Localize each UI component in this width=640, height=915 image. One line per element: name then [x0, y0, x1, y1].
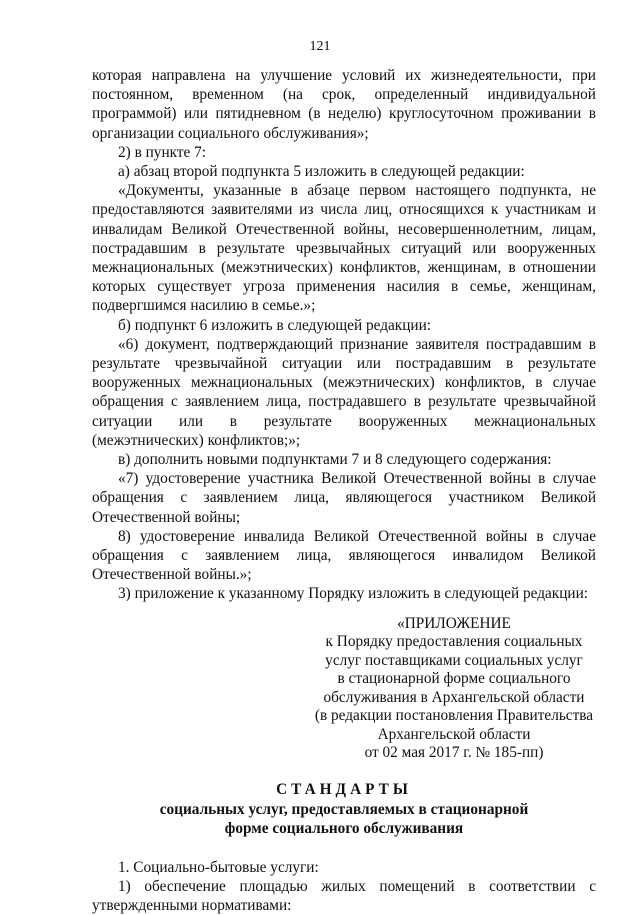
paragraph-item-3: 3) приложение к указанному Порядку изложить в следующей редакции:	[118, 585, 589, 603]
appendix-block	[312, 615, 596, 763]
document-body	[92, 66, 596, 915]
appendix-line: Архангельской области	[377, 725, 531, 743]
paragraph-quote-6: «6) документ, подтверждающий признание заявителя пострадавшим в результате чрезвычайной ситуации или пострадавшим в результате вооруженных межнациональных (межэтнических) конфликтов, в случае обращения с заявлением лица, пострадавшего в результате чрезвычайной ситуации или в результате вооруженных межнациональных (межэтнических) конфликтов;»;	[92, 335, 596, 449]
paragraph-item-b: б) подпункт 6 изложить в следующей редакции:	[118, 316, 432, 334]
paragraph-quote-documents: «Документы, указанные в абзаце первом настоящего подпункта, не предоставляются заявителями из числа лиц, относящихся к участникам и инвалидам Великой Отечественной войны, несовершеннолетним, лицам, пострадавшим в результате чрезвычайных ситуаций или вооруженных межнациональных (межэтнических) конфликтов, женщинам, в отношении которых существует угроза применения насилия в семье, женщинам, подвергшимся насилию в семье.»;	[92, 182, 596, 315]
appendix-line: от 02 мая 2017 г. № 185-пп)	[364, 744, 544, 762]
paragraph-continuation: которая направлена на улучшение условий их жизнедеятельности, при постоянном, временном (на срок, определенный индивидуальной программой) или пятидневном (в неделю) круглосуточном проживании в организации социального обслуживания»;	[92, 67, 596, 142]
services-heading: 1. Социально-бытовые услуги:	[118, 858, 319, 876]
paragraph-quote-7: «7) удостоверение участника Великой Отечественной войны в случае обращения с заявлением лица, являющегося участником Великой Отечественной войны;	[92, 470, 596, 526]
appendix-line: в стационарной форме социального	[337, 670, 571, 688]
paragraph-item-8: 8) удостоверение инвалида Великой Отечественной войны в случае обращения с заявлением лица, являющегося инвалидом Великой Отечественной войны.»;	[92, 527, 596, 584]
services-item-1: 1) обеспечение площадью жилых помещений в соответствии с утвержденными нормативами:	[92, 877, 596, 915]
appendix-line: услуг поставщиками социальных услуг	[325, 651, 583, 669]
standards-subtitle-line1: социальных услуг, предоставляемых в стационарной	[159, 800, 529, 818]
appendix-line: обслуживания в Архангельской области	[323, 688, 585, 706]
standards-subtitle-line2: форме социального обслуживания	[224, 819, 464, 837]
paragraph-item-a: а) абзац второй подпункта 5 изложить в следующей редакции:	[118, 163, 525, 181]
standards-title: СТАНДАРТЫ	[276, 780, 412, 798]
appendix-line: «ПРИЛОЖЕНИЕ	[397, 614, 511, 632]
appendix-line: (в редакции постановления Правительства	[314, 707, 594, 725]
appendix-line: к Порядку предоставления социальных	[325, 633, 583, 651]
paragraph-item-2: 2) в пункте 7:	[118, 143, 207, 161]
paragraph-item-v: в) дополнить новыми подпунктами 7 и 8 следующего содержания:	[118, 451, 552, 469]
page-number: 121	[309, 39, 331, 54]
